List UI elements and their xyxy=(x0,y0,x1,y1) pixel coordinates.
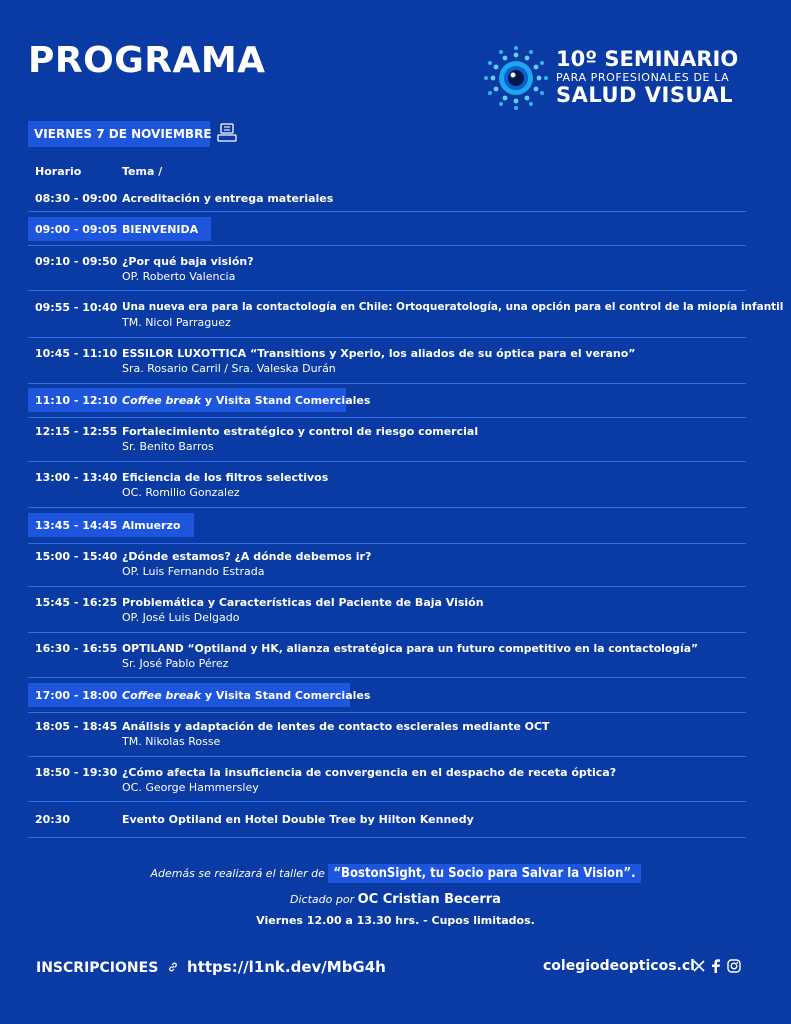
row-speaker: OP. Roberto Valencia xyxy=(122,270,236,283)
day-label: VIERNES 7 DE NOVIEMBRE xyxy=(28,121,210,147)
row-time: 13:45 - 14:45 xyxy=(35,519,118,532)
row-time: 13:00 - 13:40 xyxy=(35,471,118,484)
workshop-note xyxy=(0,866,791,881)
row-speaker: TM. Nikolas Rosse xyxy=(122,735,221,748)
website-link[interactable]: colegiodeopticos.cl xyxy=(543,958,695,974)
row-time: 12:15 - 12:55 xyxy=(35,425,118,438)
row-time: 20:30 xyxy=(35,813,71,826)
row-time: 17:00 - 18:00 xyxy=(35,689,118,702)
row-time: 09:00 - 09:05 xyxy=(35,223,118,236)
schedule-row xyxy=(28,418,746,462)
schedule-row xyxy=(28,462,746,508)
schedule-row xyxy=(28,544,746,587)
logo-title: 10º SEMINARIO xyxy=(556,47,739,71)
row-time: 09:10 - 09:50 xyxy=(35,255,118,268)
row-topic xyxy=(122,689,370,702)
x-twitter-icon[interactable] xyxy=(692,959,706,973)
row-speaker: OP. José Luis Delgado xyxy=(122,611,240,624)
row-speaker: Sr. Benito Barros xyxy=(122,440,214,453)
instagram-icon[interactable] xyxy=(727,959,741,973)
row-topic xyxy=(122,394,370,407)
schedule-row-highlight xyxy=(28,212,746,246)
schedule-row xyxy=(28,633,746,678)
site-section xyxy=(543,958,695,974)
row-time: 15:45 - 16:25 xyxy=(35,596,118,609)
registration-link[interactable]: https://l1nk.dev/MbG4h xyxy=(187,958,386,976)
dictated-name: OC Cristian Becerra xyxy=(357,892,501,907)
workshop-prefix: Además se realizará el taller de xyxy=(150,867,325,880)
row-time: 10:45 - 11:10 xyxy=(35,347,118,360)
row-topic-rest: y Visita Stand Comerciales xyxy=(201,394,371,407)
schedule-row xyxy=(28,246,746,291)
column-header-topic: Tema / xyxy=(122,165,163,178)
logo-subtitle: PARA PROFESIONALES DE LA xyxy=(556,71,730,84)
row-time: 11:10 - 12:10 xyxy=(35,394,118,407)
workshop-title: “BostonSight, tu Socio para Salvar la Vision”. xyxy=(328,864,640,883)
schedule-row xyxy=(28,291,784,338)
schedule-row xyxy=(28,757,746,802)
row-topic: ESSILOR LUXOTTICA “Transitions y Xperio, los aliados de su óptica para el verano” xyxy=(122,347,636,360)
row-topic: Evento Optiland en Hotel Double Tree by Hilton Kennedy xyxy=(122,813,474,826)
row-topic: Eficiencia de los filtros selectivos xyxy=(122,471,329,484)
schedule-row xyxy=(28,802,746,838)
schedule-row-highlight xyxy=(28,384,746,418)
row-topic: Almuerzo xyxy=(122,519,181,532)
row-speaker: TM. Nicol Parraguez xyxy=(122,316,231,329)
link-icon xyxy=(167,961,179,973)
schedule-row xyxy=(28,713,746,757)
row-topic: OPTILAND “Optiland y HK, alianza estratégica para un futuro competitivo en la contactología” xyxy=(122,642,699,655)
row-topic-rest: y Visita Stand Comerciales xyxy=(201,689,371,702)
row-time: 15:00 - 15:40 xyxy=(35,550,118,563)
row-topic: Problemática y Características del Paciente de Baja Visión xyxy=(122,596,484,609)
row-topic-italic: Coffee break xyxy=(122,394,202,407)
dictated-note xyxy=(0,892,791,907)
row-time: 18:50 - 19:30 xyxy=(35,766,118,779)
row-time: 09:55 - 10:40 xyxy=(35,301,118,314)
row-time: 18:05 - 18:45 xyxy=(35,720,118,733)
row-topic: ¿Dónde estamos? ¿A dónde debemos ir? xyxy=(122,550,372,563)
eye-icon xyxy=(482,44,550,112)
schedule-row xyxy=(28,587,746,633)
schedule-row-highlight xyxy=(28,678,746,713)
row-topic-italic: Coffee break xyxy=(122,689,202,702)
page-title: PROGRAMA xyxy=(28,40,266,81)
schedule-note: Viernes 12.00 a 13.30 hrs. - Cupos limitados. xyxy=(256,914,535,927)
row-speaker: Sr. José Pablo Pérez xyxy=(122,657,229,670)
row-topic: ¿Cómo afecta la insuficiencia de convergencia en el despacho de receta óptica? xyxy=(122,766,617,779)
inscripciones-section xyxy=(36,958,386,976)
column-header-time: Horario xyxy=(35,165,82,178)
row-topic: BIENVENIDA xyxy=(122,223,199,236)
seminar-logo xyxy=(482,44,752,112)
row-speaker: Sra. Rosario Carril / Sra. Valeska Durán xyxy=(122,362,336,375)
row-topic: Una nueva era para la contactología en Chile: Ortoqueratología, una opción para el control de la miopía infantil xyxy=(122,301,784,313)
row-topic: Análisis y adaptación de lentes de contacto esclerales mediante OCT xyxy=(122,720,550,733)
row-time: 16:30 - 16:55 xyxy=(35,642,118,655)
calendar-desk-icon xyxy=(216,122,238,144)
schedule-row xyxy=(28,186,746,212)
schedule-row-highlight xyxy=(28,508,746,544)
dictated-prefix: Dictado por xyxy=(290,893,355,906)
row-time: 08:30 - 09:00 xyxy=(35,192,118,205)
logo-subtitle-large: SALUD VISUAL xyxy=(556,83,734,107)
schedule-row xyxy=(28,338,746,384)
row-topic: ¿Por qué baja visión? xyxy=(122,255,254,268)
row-topic: Fortalecimiento estratégico y control de riesgo comercial xyxy=(122,425,479,438)
row-speaker: OP. Luis Fernando Estrada xyxy=(122,565,265,578)
row-speaker: OC. Romilio Gonzalez xyxy=(122,486,240,499)
facebook-icon[interactable] xyxy=(711,959,721,973)
inscripciones-label: INSCRIPCIONES xyxy=(36,960,159,976)
row-topic: Acreditación y entrega materiales xyxy=(122,192,334,205)
row-speaker: OC. George Hammersley xyxy=(122,781,259,794)
